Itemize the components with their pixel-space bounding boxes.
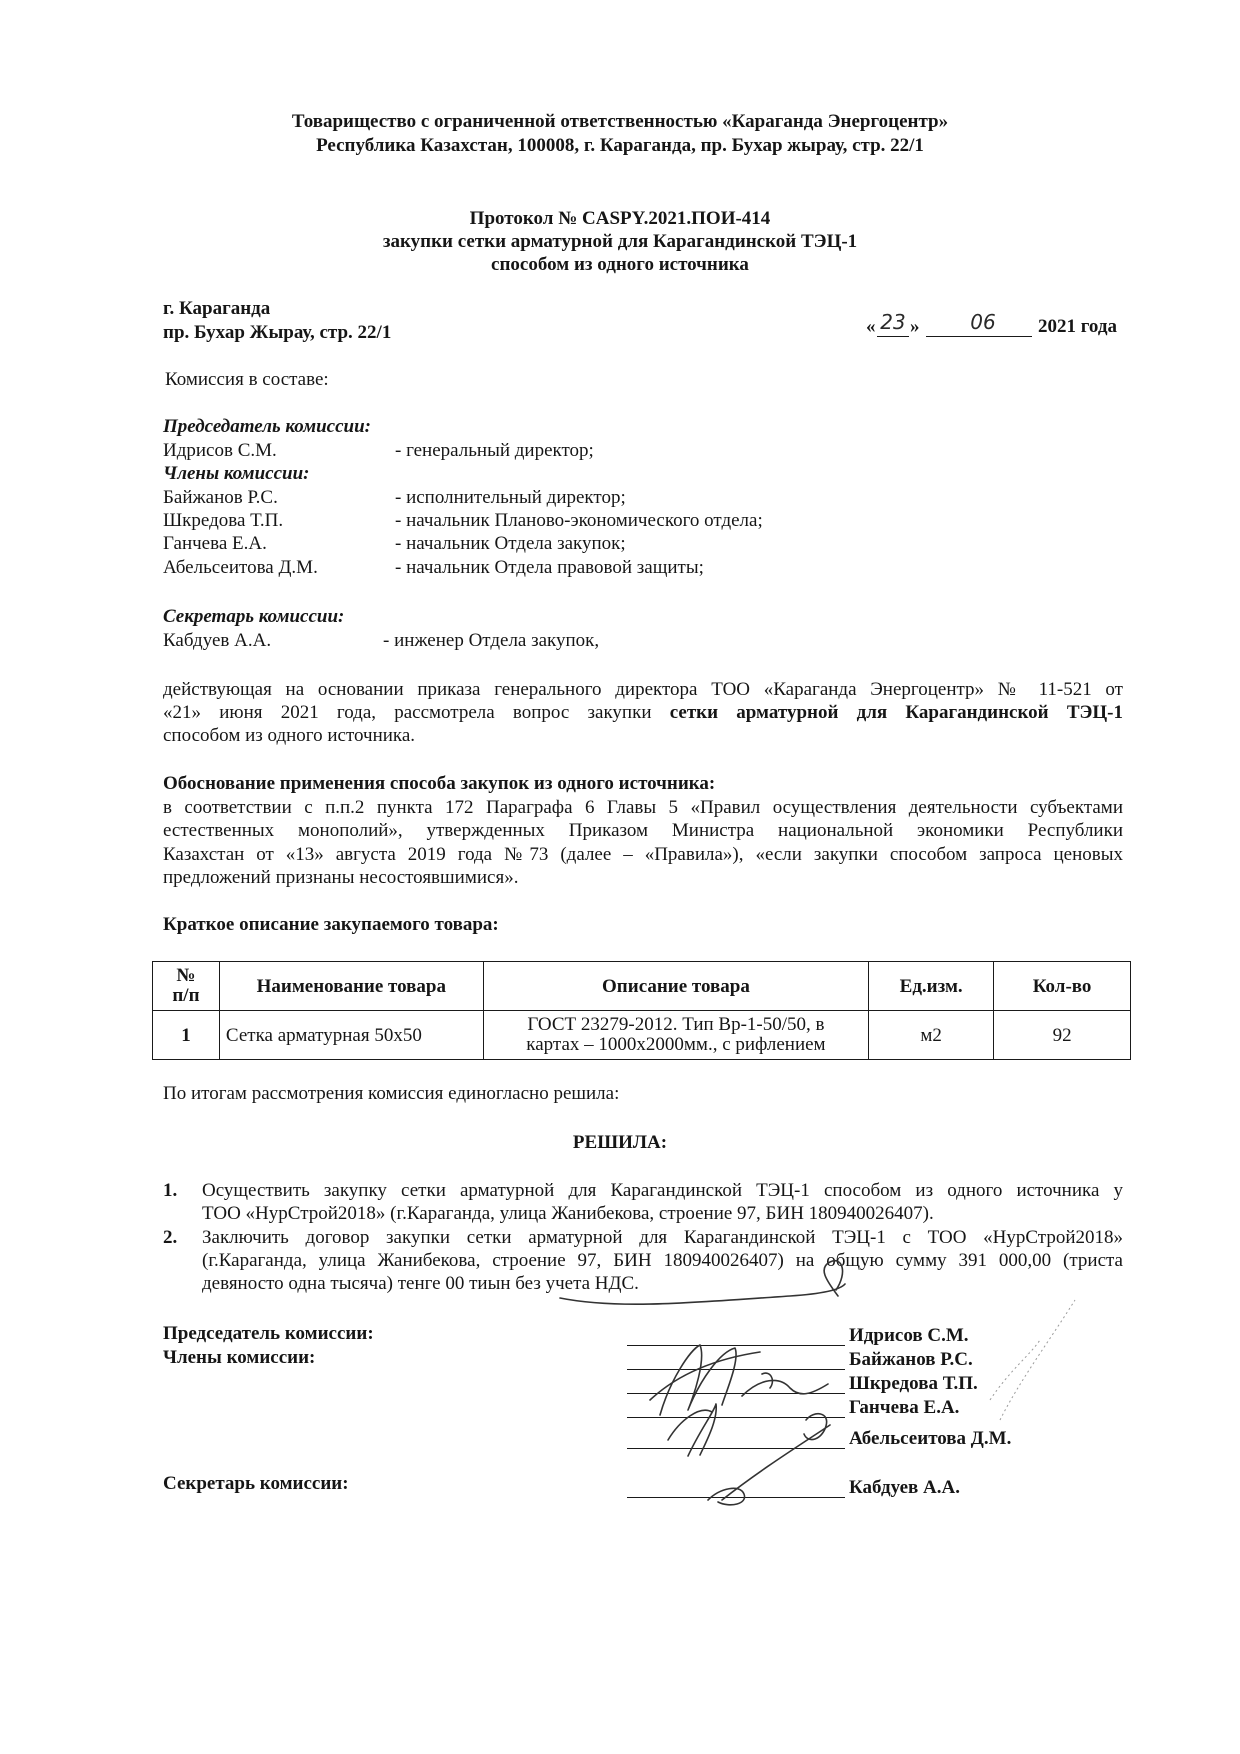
col-qty-header: Кол-во: [994, 962, 1131, 1011]
basis-line-2-bold: сетки арматурной для Карагандинской ТЭЦ-1: [669, 702, 1124, 723]
member-name: Шкредова Т.П.: [163, 510, 284, 531]
justification-line: естественных монополий», утвержденных Приказом Министра национальной экономики Республики: [163, 820, 1123, 841]
decision-item-line: Осуществить закупку сетки арматурной для Карагандинской ТЭЦ-1 способом из одного источника у: [202, 1180, 1123, 1201]
commission-intro: Комиссия в составе:: [165, 369, 329, 390]
member-name: Ганчева Е.А.: [163, 533, 267, 554]
sign-chair-label: Председатель комиссии:: [163, 1323, 374, 1344]
signer-name: Байжанов Р.С.: [849, 1349, 973, 1370]
org-name: Товарищество с ограниченной ответственностью «Караганда Энергоцентр»: [291, 111, 949, 132]
basis-line-2-text: «21» июня 2021 года, рассмотрела вопрос закупки: [163, 702, 670, 723]
chair-label: Председатель комиссии:: [163, 416, 371, 437]
row-unit: м2: [869, 1011, 994, 1060]
basis-line-3: способом из одного источника.: [163, 725, 416, 746]
secretary-role: - инженер Отдела закупок,: [383, 630, 600, 651]
row-desc-line-1: ГОСТ 23279-2012. Тип Вр-1-50/50, в: [527, 1014, 825, 1035]
decision-heading: РЕШИЛА:: [572, 1132, 668, 1153]
member-role: - начальник Планово-экономического отдела;: [395, 510, 763, 531]
secretary-name: Кабдуев А.А.: [163, 630, 272, 651]
sign-members-label: Члены комиссии:: [163, 1347, 316, 1368]
chair-name: Идрисов С.М.: [163, 440, 277, 461]
decision-item-line: (г.Караганда, улица Жанибекова, строение 97, БИН 180940026407) на общую сумму 391 000,00 (триста: [202, 1250, 1123, 1271]
decision-item-line: Заключить договор закупки сетки арматурной для Карагандинской ТЭЦ-1 с ТОО «НурСтрой2018»: [202, 1227, 1123, 1248]
members-label: Члены комиссии:: [163, 463, 310, 484]
justification-line: предложений признаны несостоявшимися».: [163, 867, 519, 888]
place-street: пр. Бухар Жырау, стр. 22/1: [163, 322, 392, 343]
decision-item-line: ТОО «НурСтрой2018» (г.Караганда, улица Жанибекова, строение 97, БИН 180940026407).: [202, 1203, 934, 1224]
secretary-signer-name: Кабдуев А.А.: [849, 1477, 960, 1498]
protocol-number: Протокол № CASPY.2021.ПОИ-414: [469, 208, 771, 229]
decision-item-num: 1.: [163, 1180, 178, 1201]
signer-name: Идрисов С.М.: [849, 1325, 969, 1346]
justification-heading: Обоснование применения способа закупок из одного источника:: [163, 773, 716, 794]
member-role: - исполнительный директор;: [395, 487, 626, 508]
protocol-subject: закупки сетки арматурной для Карагандинской ТЭЦ-1: [382, 231, 858, 252]
place-city: г. Караганда: [163, 298, 271, 319]
member-name: Абельсеитова Д.М.: [163, 557, 318, 578]
secretary-label: Секретарь комиссии:: [163, 606, 345, 627]
row-num: 1: [153, 1011, 220, 1060]
col-num-line-1: №: [176, 965, 196, 986]
decision-item-num: 2.: [163, 1227, 178, 1248]
signer-name: Абельсеитова Д.М.: [849, 1428, 1012, 1449]
member-role: - начальник Отдела закупок;: [395, 533, 626, 554]
org-address: Республика Казахстан, 100008, г. Караганда, пр. Бухар жырау, стр. 22/1: [316, 135, 924, 156]
date-close-quote: »: [910, 316, 920, 337]
result-intro: По итогам рассмотрения комиссия единогласно решила:: [163, 1083, 620, 1104]
justification-line: Казахстан от «13» августа 2019 года №73 (далее – «Правила»), «если закупки способом запроса ценовых: [163, 844, 1123, 865]
member-role: - начальник Отдела правовой защиты;: [395, 557, 704, 578]
date-open-quote: «: [866, 316, 876, 337]
date-month: 06: [970, 310, 996, 334]
signer-name: Шкредова Т.П.: [849, 1373, 978, 1394]
col-name-header: Наименование товара: [219, 962, 483, 1011]
col-unit-header: Ед.изм.: [869, 962, 994, 1011]
sign-secretary-label: Секретарь комиссии:: [163, 1473, 349, 1494]
justification-line: в соответствии с п.п.2 пункта 172 Параграфа 6 Главы 5 «Правил осуществления деятельности субъектами: [163, 797, 1123, 818]
date-day: 23: [880, 310, 906, 334]
date-year: 2021 года: [1038, 316, 1117, 337]
chair-role: - генеральный директор;: [395, 440, 594, 461]
row-desc-line-2: картах – 1000х2000мм., с рифлением: [526, 1034, 826, 1055]
decision-item-line: девяносто одна тысяча) тенге 00 тиын без учета НДС.: [202, 1273, 639, 1294]
row-name: Сетка арматурная 50х50: [219, 1011, 483, 1060]
row-qty: 92: [994, 1011, 1131, 1060]
member-name: Байжанов Р.С.: [163, 487, 278, 508]
signer-name: Ганчева Е.А.: [849, 1397, 960, 1418]
basis-line-1: действующая на основании приказа генерального директора ТОО «Караганда Энергоцентр» № 11-521 от: [163, 679, 1123, 700]
col-num-line-2: п/п: [172, 985, 200, 1006]
col-desc-header: Описание товара: [483, 962, 869, 1011]
protocol-method: способом из одного источника: [491, 254, 749, 275]
goods-heading: Краткое описание закупаемого товара:: [163, 914, 499, 935]
